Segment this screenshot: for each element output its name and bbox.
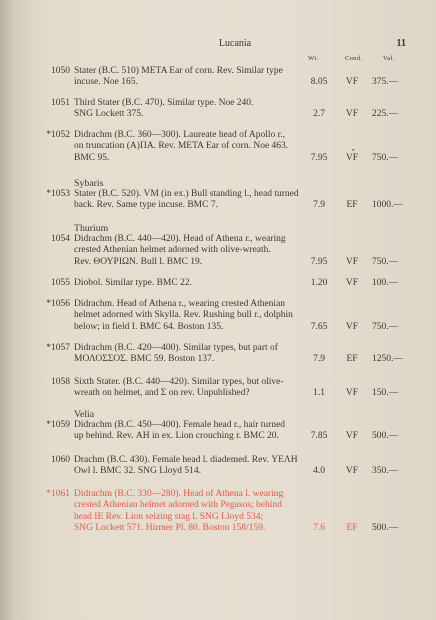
lot-weight: 7.65 xyxy=(310,322,328,332)
lot-condition: VF xyxy=(345,431,359,441)
lot-description xyxy=(74,377,304,400)
lot-weight: 7.85 xyxy=(310,431,328,441)
description-line: back. Rev. Same type incuse. BMC 7. xyxy=(74,200,218,211)
lot-description xyxy=(74,420,304,443)
lot-condition: VF xyxy=(345,257,359,267)
lot-number: 1058 xyxy=(51,377,70,387)
lot-description xyxy=(74,66,304,89)
lot-value: 100.— xyxy=(372,278,399,288)
lot-weight: 7.9 xyxy=(313,200,325,210)
lot-condition: EF xyxy=(346,200,358,210)
description-line: Stater (B.C. 510) ΜΕΤΑ Ear of corn. Rev. Similar type xyxy=(74,66,283,76)
lot-value: 1250.— xyxy=(372,354,403,364)
description-line: Didrachm (B.C. 420—400). Similar types, but part of xyxy=(74,343,278,353)
lot-description xyxy=(74,489,304,534)
lot-number: *1053 xyxy=(46,189,70,199)
description-line: Third Stater (B.C. 470). Similar type. Noe 240. xyxy=(74,98,254,108)
lot-description xyxy=(74,234,304,268)
lot-description xyxy=(74,130,304,164)
lot-value: 225.— xyxy=(372,109,399,119)
description-line: on truncation (Α)ΠΑ. Rev. ΜΕΤΑ Ear of corn. Noe 463. xyxy=(74,141,289,152)
lot-number: *1057 xyxy=(46,343,70,353)
lot-description xyxy=(74,455,304,478)
lot-value: 750.— xyxy=(372,322,399,332)
lot-value: 350.— xyxy=(372,466,399,476)
description-line: wreath on helmet, and Σ on rev. Unpublished? xyxy=(74,388,250,399)
lot-weight: 7.9 xyxy=(313,354,325,364)
weight-column-header: Wt. xyxy=(308,55,319,62)
lot-condition: VF xyxy=(345,388,359,398)
lot-condition: VF xyxy=(345,278,359,288)
lot-number: *1061 xyxy=(46,489,70,499)
lot-condition: EF xyxy=(346,354,358,364)
description-line: Diobol. Similar type. BMC 22. xyxy=(74,278,192,288)
lot-number: 1055 xyxy=(51,278,70,288)
description-line: SNG Lockett 375. xyxy=(74,109,144,120)
lot-value: 500.— xyxy=(372,523,399,533)
description-line: Didrachm (B.C. 440—420). Head of Athena r., wearing xyxy=(74,234,286,244)
lot-description xyxy=(74,98,304,121)
lot-number: *1056 xyxy=(46,299,70,309)
lot-condition: VF xyxy=(345,322,359,332)
lot-value: 500.— xyxy=(372,431,399,441)
description-line: incuse. Noe 165. xyxy=(74,77,138,88)
lot-weight: 2.7 xyxy=(313,109,325,119)
description-line: ΜΟΛΟΣΣΟΣ. BMC 59. Boston 137. xyxy=(74,354,215,365)
lot-description xyxy=(74,189,304,212)
lot-weight: 4.0 xyxy=(313,466,325,476)
description-line: Didrachm. Head of Athena r., wearing crested Athenian xyxy=(74,299,286,309)
lot-weight: 1.1 xyxy=(313,388,325,398)
condition-column-header: Cond. xyxy=(345,55,363,62)
lot-condition: VF xyxy=(345,77,359,87)
lot-weight: 7.95 xyxy=(310,257,328,267)
lot-description xyxy=(74,343,304,366)
section-heading-sybaris: Sybaris xyxy=(74,178,104,189)
description-line: BMC 95. xyxy=(74,152,110,163)
section-heading-velia: Velia xyxy=(74,409,95,420)
description-line: Didrachm (B.C. 360—300). Laureate head of Apollo r., xyxy=(74,130,286,140)
lot-number: 1054 xyxy=(51,234,70,244)
description-line: Stater (B.C. 520). VM (in ex.) Bull standing l., head turned xyxy=(74,189,299,199)
lot-condition: EF xyxy=(346,523,358,533)
description-line: Didrachm (B.C. 450—400). Female head r., hair turned xyxy=(74,420,286,430)
lot-number: 1051 xyxy=(51,98,70,108)
lot-number: *1059 xyxy=(46,420,70,430)
lot-value: 375.— xyxy=(372,77,399,87)
lot-number: 1060 xyxy=(51,455,70,465)
lot-weight: 8.05 xyxy=(310,77,328,87)
lot-condition: VF xyxy=(345,109,359,119)
description-line: Rev. ΘΟΥΡΙΩΝ. Bull l. BMC 19. xyxy=(74,256,203,267)
lot-value: 150.— xyxy=(372,388,399,398)
lot-condition: VF xyxy=(345,466,359,476)
running-title: Lucania xyxy=(218,38,252,49)
description-line: crested Athenian helmet adorned with Pegasos; behind xyxy=(74,500,282,511)
description-line: crested Athenian helmet adorned with olive-wreath. xyxy=(74,245,271,256)
lot-number: 1050 xyxy=(51,66,70,76)
value-column-header: Val. xyxy=(383,55,395,62)
description-line: up behind. Rev. ΑΗ in ex. Lion crouching r. BMC 20. xyxy=(74,431,279,442)
section-heading-thurium: Thurium xyxy=(74,223,109,234)
lot-value: 750.— xyxy=(372,257,399,267)
lot-description xyxy=(74,278,304,289)
ink-speck: ▪ xyxy=(352,146,355,154)
description-line: below; in field Ι. BMC 64. Boston 135. xyxy=(74,321,224,332)
lot-weight: 7.95 xyxy=(310,153,328,163)
description-line: SNG Lockett 571. Hirmer Pl. 80. Boston 158/159. xyxy=(74,522,266,533)
description-line: Sixth Stater. (B.C. 440—420). Similar types, but olive- xyxy=(74,377,284,387)
book-gutter-shadow xyxy=(0,0,14,620)
description-line: head ΙΕ Rev. Lion seizing stag l. SNG Lloyd 534; xyxy=(74,511,264,522)
lot-number: *1052 xyxy=(46,130,70,140)
lot-value: 1000.— xyxy=(372,200,403,210)
lot-value: 750.— xyxy=(372,153,399,163)
description-line: Drachm (B.C. 430). Female head l. diademed. Rev. ΥΕΛΗ xyxy=(74,455,298,465)
page-number: 11 xyxy=(396,38,406,49)
lot-condition: VF xyxy=(345,153,359,163)
lot-weight: 7.6 xyxy=(313,523,325,533)
description-line: Didrachm (B.C. 330—280). Head of Athena l. wearing xyxy=(74,489,284,499)
description-line: helmet adorned with Skylla. Rev. Rushing bull r., dolphin xyxy=(74,310,293,321)
lot-description xyxy=(74,299,304,333)
lot-weight: 1.20 xyxy=(310,278,328,288)
description-line: Owl l. BMC 32. SNG Lloyd 514. xyxy=(74,466,201,477)
